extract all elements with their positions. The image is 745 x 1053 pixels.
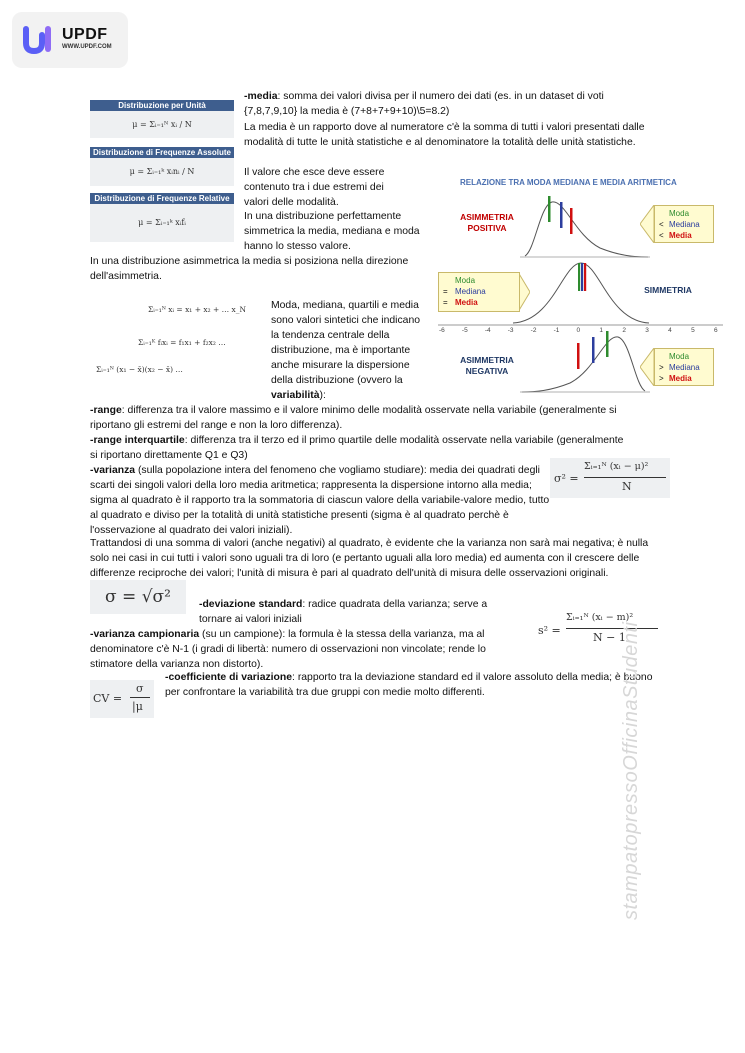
var-camp-formula-num: Σᵢ₌₁ᴺ (xᵢ − m)² xyxy=(566,612,634,623)
media-marker xyxy=(584,263,586,291)
axis-tick-label: 5 xyxy=(691,327,695,334)
var-camp-def: (su un campione): la formula è la stessa della varianza, ma al denominatore c'è N-1 (i gradi di libertà: numero di osservazioni non vincolate; rende lo stimatore della varianza non distorto). xyxy=(90,629,486,670)
axis-tick-label: -3 xyxy=(507,327,514,334)
varianza-def: (sulla popolazione intera del fenomeno che vogliamo studiare): media dei quadrati degli scarti dei singoli valori della loro media aritmetica; rappresenta la dispersione intorno alla media; sigma al quadrato è il rapporto tra la sommatoria di ciascun valore della variabile-valore medio, tutto al quadrato e diviso per la totalità di unità statistiche presenti (sigma è al quadrato perchè è l'osservazione al quadrato dei valori iniziali). xyxy=(90,465,550,536)
axis-tick-label: 1 xyxy=(599,327,604,334)
asym-neg-title: ASIMMETRIA NEGATIVA xyxy=(460,355,514,376)
range-iq-term: -range interquartile xyxy=(90,435,185,446)
watermark: stampatopressoOfficinaStudenti xyxy=(620,621,642,920)
moda-marker xyxy=(548,196,551,222)
range-paragraph xyxy=(90,403,630,433)
moda-marker xyxy=(606,331,609,357)
cv-formula xyxy=(90,680,154,718)
dist-table-title: Distribuzione di Frequenze Relative xyxy=(90,193,234,204)
cv-paragraph xyxy=(165,670,655,700)
media-p4: In una distribuzione perfettamente simmetrica la media, mediana e moda hanno lo stesso valore. xyxy=(244,211,420,252)
cv-term: -coefficiente di variazione xyxy=(165,672,293,683)
axis-tick-label: 4 xyxy=(668,327,672,334)
var-camp-formula-lhs: s² = xyxy=(538,624,561,637)
legend-moda: Moda xyxy=(455,276,476,285)
range-iq-paragraph xyxy=(90,433,630,463)
axis-tick-label: 6 xyxy=(714,327,718,334)
neg-legend-box xyxy=(654,348,714,386)
sum-formula-3: Σᵢ₌₁ᴺ (x₁ − x̄)(x₂ − x̄) … xyxy=(96,365,183,374)
asym-pos-title: ASIMMETRIA POSITIVA xyxy=(460,212,514,233)
cv-formula-num: σ xyxy=(136,682,144,695)
media-paragraph xyxy=(244,89,656,119)
devstd-term: -deviazione standard xyxy=(199,599,303,610)
varianza-formula xyxy=(550,458,670,498)
axis-tick-label: 3 xyxy=(645,327,649,334)
dist-table-relative xyxy=(90,193,234,242)
media-p2: La media è un rapporto dove al numeratore c'è la somma di tutti i valori presentati dalle modalità di tutte le unità statistiche e al denominatore la totalità delle unità statistiche. xyxy=(244,122,645,148)
axis-tick-label: -2 xyxy=(530,327,537,334)
varianza-paragraph xyxy=(90,463,560,538)
media-marker xyxy=(577,343,580,369)
op: > xyxy=(659,363,664,372)
op: = xyxy=(443,287,448,296)
axis-tick-label: -1 xyxy=(553,327,560,334)
dist-table-unita xyxy=(90,100,234,138)
varianza-p2: Trattandosi di una somma di valori (anche negativi) al quadrato, è evidente che la varianza non sarà mai negativa; è nulla solo nei casi in cui tutti i valori sono uguali tra di loro (e pertanto uguali alla loro media) ed aumenta con il crescere delle differenze reciproche dei valori; l'unità di misura è pari al quadrato dell'unità di misura delle osservazioni originali. xyxy=(90,538,649,579)
sum-formula-2: Σᵢ₌₁ᴷ fᵢxᵢ = f₁x₁ + f₂x₂ … xyxy=(138,338,226,347)
op: > xyxy=(659,374,664,383)
devstd-def: : radice quadrata della varianza; serve a tornare ai valori iniziali xyxy=(199,599,488,625)
axis-tick-label: 2 xyxy=(622,327,626,334)
varianza-term: -varianza xyxy=(90,465,136,476)
dist-formula: μ = Σᵢ₌₁ᴺ xᵢ / N xyxy=(90,111,234,138)
dist-formula: μ = Σᵢ₌₁ᵏ xᵢnᵢ / N xyxy=(90,158,234,186)
legend-moda: Moda xyxy=(669,352,690,361)
op: < xyxy=(659,231,664,240)
variabilita-intro xyxy=(271,298,427,403)
asym-neg-curve xyxy=(520,325,650,395)
dist-table-title: Distribuzione di Frequenze Assolute xyxy=(90,147,234,158)
var-camp-term: -varianza campionaria xyxy=(90,629,200,640)
legend-mediana: Mediana xyxy=(669,220,700,229)
media-p3: Il valore che esce deve essere contenuto tra i due estremi dei valori delle modalità. xyxy=(244,167,385,208)
mediana-marker xyxy=(581,263,583,291)
mediana-marker xyxy=(560,202,563,228)
sum-formula-1: Σᵢ₌₁ᴺ xᵢ = x₁ + x₂ + … x_N xyxy=(148,305,247,314)
axis-tick-label: 0 xyxy=(576,327,581,334)
updf-logo-icon xyxy=(22,25,56,55)
moda-marker xyxy=(578,263,580,291)
media-p5: In una distribuzione asimmetrica la media si posiziona nella direzione dell'asimmetria. xyxy=(90,256,409,282)
varianza-formula-lhs: σ² = xyxy=(554,472,579,485)
var-camp-paragraph xyxy=(90,627,530,672)
chart-title: RELAZIONE TRA MODA MEDIANA E MEDIA ARITMETICA xyxy=(460,178,677,187)
legend-mediana: Mediana xyxy=(455,287,486,296)
var-camp-formula-den: N − 1 xyxy=(593,631,626,644)
legend-media: Media xyxy=(669,374,692,383)
range-def: : differenza tra il valore massimo e il valore minimo delle modalità osservate nella variabile (generalmente si riportano gli estremi del range e non la loro differenza). xyxy=(90,405,617,431)
varianza-formula-num: Σᵢ₌₁ᴺ (xᵢ − μ)² xyxy=(584,461,649,472)
range-iq-def: : differenza tra il terzo ed il primo quartile delle modalità osservate nella variabile (generalmente si riportano direttamente Q1 e Q3) xyxy=(90,435,624,461)
logo-url: WWW.UPDF.COM xyxy=(62,44,112,50)
media-term: -media xyxy=(244,91,278,102)
asym-pos-curve xyxy=(520,190,650,260)
variabilita-intro-text: Moda, mediana, quartili e media sono valori sintetici che indicano la tendenza centrale della distribuzione, ma è importante anche misurare la dispersione della distribuzione (ovvero la xyxy=(271,300,421,386)
axis-tick-label: -6 xyxy=(439,327,445,334)
cv-formula-lhs: CV = xyxy=(93,692,123,705)
dist-table-assolute xyxy=(90,147,234,186)
media-marker xyxy=(570,208,573,234)
legend-media: Media xyxy=(669,231,692,240)
arrow-box-tip-pos xyxy=(640,205,654,243)
sym-title: SIMMETRIA xyxy=(644,285,692,295)
range-term: -range xyxy=(90,405,122,416)
op: < xyxy=(659,220,664,229)
legend-moda: Moda xyxy=(669,209,690,218)
media-def: : somma dei valori divisa per il numero dei dati (es. in un dataset di voti {7,8,7,9,10} la media è (7+8+7+9+10)\5=8.2) xyxy=(244,91,604,117)
devstd-formula: σ = √σ² xyxy=(90,580,186,614)
variabilita-intro-end: ): xyxy=(319,390,326,401)
devstd-paragraph xyxy=(199,597,519,627)
legend-media: Media xyxy=(455,298,478,307)
cv-def: : rapporto tra la deviazione standard ed il valore assoluto della media; è buono per confrontare la variabilità tra due gruppi con medie molto differenti. xyxy=(165,672,653,698)
variabilita-bold: variabilità xyxy=(271,390,320,401)
varianza-formula-den: N xyxy=(622,480,632,493)
arrow-box-tip-neg xyxy=(640,348,654,386)
op: = xyxy=(443,298,448,307)
mediana-marker xyxy=(592,337,595,363)
axis-tick-label: -4 xyxy=(484,327,491,334)
legend-mediana: Mediana xyxy=(669,363,700,372)
dist-formula: μ = Σᵢ₌₁ᵏ xᵢfᵢ xyxy=(90,204,234,242)
pos-legend-box xyxy=(654,205,714,243)
axis-tick-label: -5 xyxy=(461,327,468,334)
cv-formula-den: |μ xyxy=(132,700,143,713)
dist-table-title: Distribuzione per Unità xyxy=(90,100,234,111)
var-camp-formula xyxy=(538,610,663,650)
logo-name: UPDF xyxy=(62,26,108,43)
